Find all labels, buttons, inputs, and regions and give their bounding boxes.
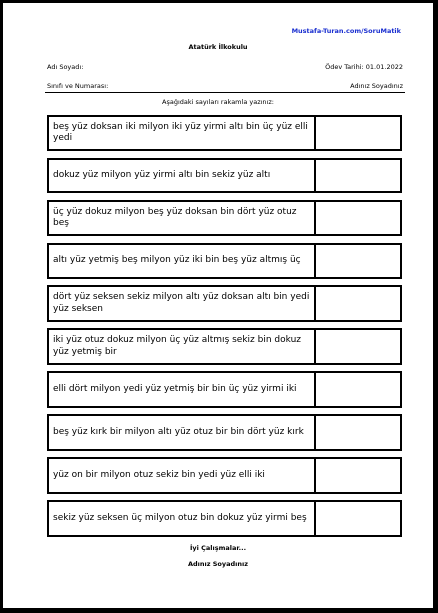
closing-text: İyi Çalışmalar... <box>189 544 247 552</box>
question-row <box>47 200 402 236</box>
question-text: beş yüz doksan iki milyon iki yüz yirmi altı bin üç yüz elli yedi <box>53 121 308 143</box>
question-text: elli dört milyon yedi yüz yetmiş bir bin üç yüz yirmi iki <box>53 383 297 394</box>
answer-box[interactable] <box>314 330 400 363</box>
question-row <box>47 285 402 322</box>
answer-box[interactable] <box>314 160 400 191</box>
question-row <box>47 243 402 279</box>
signature-text: Adınız Soyadınız <box>187 560 249 568</box>
date-label: Ödev Tarihi: 01.01.2022 <box>325 63 403 71</box>
answer-box[interactable] <box>314 416 400 449</box>
instruction-text: Aşağıdaki sayıları rakamla yazınız: <box>162 98 274 106</box>
name-row <box>47 63 403 71</box>
question-row <box>47 158 402 193</box>
teacher-label: Adınız Soyadınız <box>350 82 403 90</box>
worksheet-page <box>3 3 433 608</box>
question-text: üç yüz dokuz milyon beş yüz doksan bin dört yüz otuz beş <box>53 206 297 228</box>
header-divider <box>45 92 405 93</box>
question-row <box>47 328 402 365</box>
answer-box[interactable] <box>314 245 400 277</box>
question-text: beş yüz kırk bir milyon altı yüz otuz bir bin dört yüz kırk <box>53 426 304 437</box>
question-text: iki yüz otuz dokuz milyon üç yüz altmış sekiz bin dokuz yüz yetmiş bir <box>53 335 301 357</box>
question-text: sekiz yüz seksen üç milyon otuz bin dokuz yüz yirmi beş <box>53 512 307 523</box>
class-row <box>47 82 403 90</box>
school-name: Atatürk İlkokulu <box>188 43 248 51</box>
answer-box[interactable] <box>314 287 400 320</box>
question-text: dokuz yüz milyon yüz yirmi altı bin sekiz yüz altı <box>53 169 271 180</box>
source-link[interactable]: Mustafa-Turan.com/SoruMatik <box>291 27 401 35</box>
answer-box[interactable] <box>314 459 400 492</box>
question-row <box>47 457 402 494</box>
question-row <box>47 371 402 408</box>
question-text: dört yüz seksen sekiz milyon altı yüz doksan altı bin yedi yüz seksen <box>53 292 310 314</box>
answer-box[interactable] <box>314 117 400 149</box>
question-row <box>47 115 402 151</box>
question-row <box>47 500 402 537</box>
answer-box[interactable] <box>314 202 400 234</box>
question-text: altı yüz yetmiş beş milyon yüz iki bin beş yüz altmış üç <box>53 255 301 266</box>
name-label: Adı Soyadı: <box>47 63 84 71</box>
answer-box[interactable] <box>314 373 400 406</box>
class-label: Sınıfı ve Numarası: <box>47 82 109 90</box>
answer-box[interactable] <box>314 502 400 535</box>
question-text: yüz on bir milyon otuz sekiz bin yedi yüz elli iki <box>53 469 265 480</box>
question-row <box>47 414 402 451</box>
